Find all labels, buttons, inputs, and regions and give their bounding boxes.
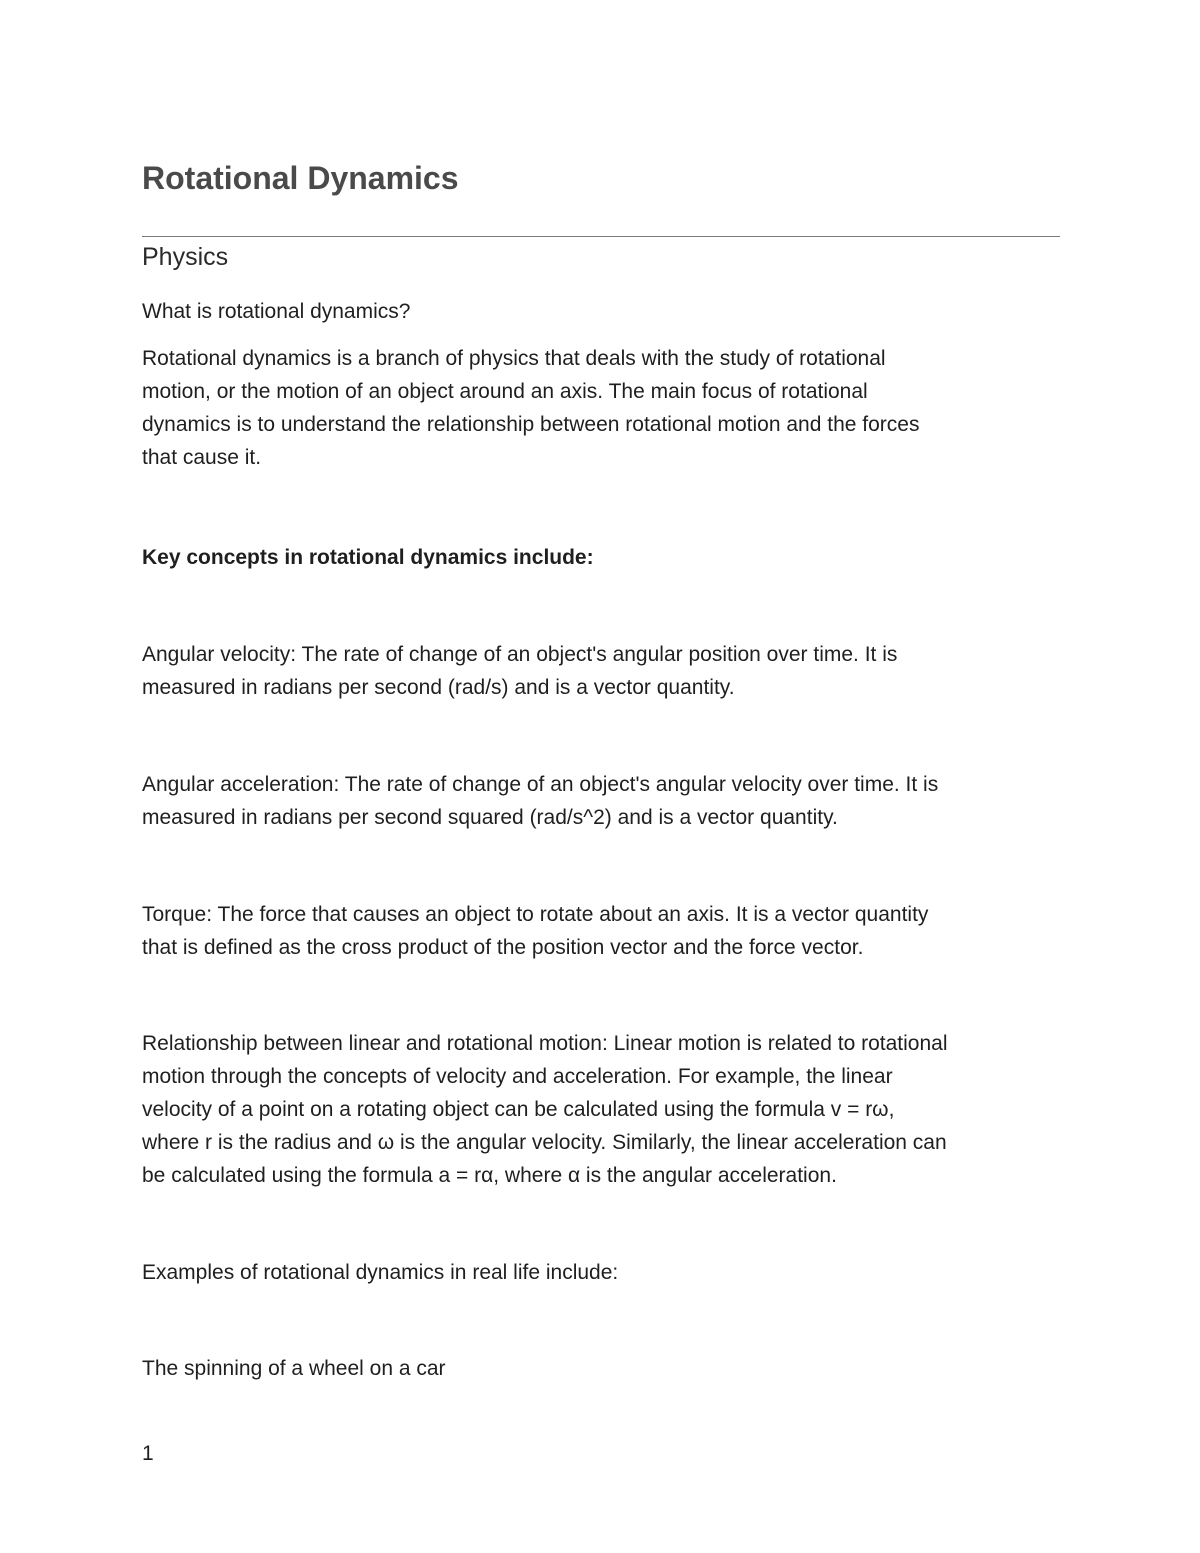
torque-line: Torque: The force that causes an object to rotate about an axis. It is a vector quantity: [142, 903, 929, 926]
angular-acceleration-line: measured in radians per second squared (rad/s^2) and is a vector quantity.: [142, 806, 838, 829]
key-concepts-heading: Key concepts in rotational dynamics include:: [142, 546, 594, 569]
torque-line: that is defined as the cross product of the position vector and the force vector.: [142, 936, 864, 959]
relationship-paragraph: [142, 1027, 1062, 1192]
angular-velocity-line: measured in radians per second (rad/s) and is a vector quantity.: [142, 676, 735, 699]
document-subtitle: Physics: [142, 243, 229, 271]
title-divider: [142, 236, 1060, 237]
example-item: The spinning of a wheel on a car: [142, 1357, 446, 1380]
angular-acceleration-line: Angular acceleration: The rate of change of an object's angular velocity over time. It is: [142, 773, 939, 796]
intro-line: motion, or the motion of an object around an axis. The main focus of rotational: [142, 380, 868, 403]
torque-paragraph: [142, 898, 1062, 964]
examples-heading: Examples of rotational dynamics in real life include:: [142, 1261, 619, 1284]
relationship-line: velocity of a point on a rotating object can be calculated using the formula v = rω,: [142, 1098, 895, 1121]
relationship-line: be calculated using the formula a = rα, where α is the angular acceleration.: [142, 1164, 837, 1187]
angular-acceleration-paragraph: [142, 768, 1062, 834]
intro-line: Rotational dynamics is a branch of physics that deals with the study of rotational: [142, 347, 886, 370]
intro-line: dynamics is to understand the relationship between rotational motion and the forces: [142, 413, 920, 436]
angular-velocity-paragraph: [142, 638, 1062, 704]
relationship-line: where r is the radius and ω is the angular velocity. Similarly, the linear acceleration can: [142, 1131, 947, 1154]
document-title: Rotational Dynamics: [142, 160, 459, 196]
angular-velocity-line: Angular velocity: The rate of change of an object's angular position over time. It is: [142, 643, 898, 666]
relationship-line: Relationship between linear and rotational motion: Linear motion is related to rotational: [142, 1032, 948, 1055]
relationship-line: motion through the concepts of velocity and acceleration. For example, the linear: [142, 1065, 893, 1088]
page-number: 1: [142, 1442, 154, 1465]
intro-paragraph: [142, 342, 1062, 474]
question-text: What is rotational dynamics?: [142, 300, 411, 323]
intro-line: that cause it.: [142, 446, 262, 469]
